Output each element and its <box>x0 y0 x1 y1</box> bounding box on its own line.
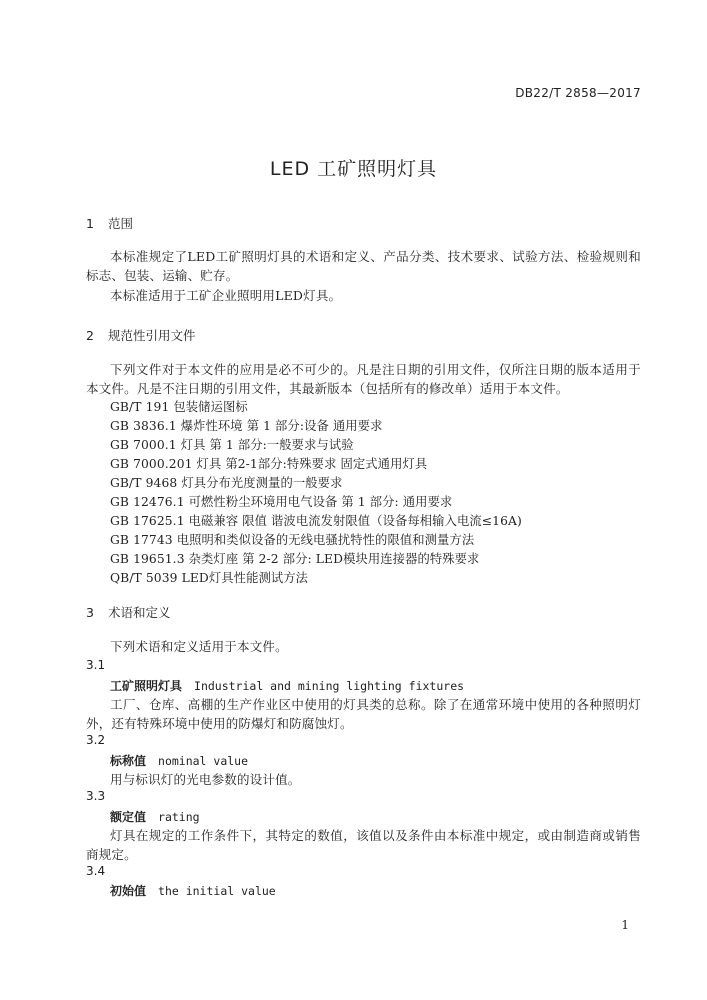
reference-item: QB/T 5039 LED灯具性能测试方法 <box>110 571 309 585</box>
term-chinese: 额定值 <box>110 810 147 824</box>
term-entry <box>110 882 276 899</box>
term-entry <box>110 808 200 825</box>
term-chinese: 工矿照明灯具 <box>110 679 183 693</box>
section-number: 2 <box>86 328 94 343</box>
reference-item: GB 17625.1 电磁兼容 限值 谐波电流发射限值（设备每相输入电流≤16A) <box>110 514 522 528</box>
reference-item: GB 12476.1 可燃性粉尘环境用电气设备 第 1 部分: 通用要求 <box>110 495 453 509</box>
terms-intro: 下列术语和定义适用于本文件。 <box>110 639 288 654</box>
section-heading-terms <box>86 603 171 621</box>
section-title: 范围 <box>107 216 133 231</box>
reference-item: GB 7000.201 灯具 第2-1部分:特殊要求 固定式通用灯具 <box>110 457 428 471</box>
term-entry <box>110 752 248 769</box>
reference-item: GB 19651.3 杂类灯座 第 2-2 部分: LED模块用连接器的特殊要求 <box>110 552 480 566</box>
scope-paragraph-1: 本标准规定了LED工矿照明灯具的术语和定义、产品分类、技术要求、试验方法、检验规则和标志、包装、运输、贮存。 <box>86 249 641 283</box>
term-chinese: 初始值 <box>110 884 147 898</box>
term-definition: 工厂、仓库、高棚的生产作业区中使用的灯具类的总称。除了在通常环境中使用的各种照明灯外，还有特殊环境中使用的防爆灯和防腐蚀灯。 <box>86 697 641 731</box>
reference-item: GB 17743 电照明和类似设备的无线电骚扰特性的限值和测量方法 <box>110 533 475 547</box>
term-english: the initial value <box>158 884 276 898</box>
section-heading-scope <box>86 214 133 232</box>
term-entry <box>110 677 464 694</box>
reference-item: GB 7000.1 灯具 第 1 部分:一般要求与试验 <box>110 438 354 452</box>
page-number: 1 <box>621 918 629 932</box>
section-title: 规范性引用文件 <box>107 328 196 343</box>
section-number: 3 <box>86 605 94 620</box>
term-definition: 用与标识灯的光电参数的设计值。 <box>110 772 301 787</box>
term-number: 3.3 <box>86 789 106 803</box>
term-english: nominal value <box>158 754 249 768</box>
term-number: 3.4 <box>86 864 106 878</box>
term-definition: 灯具在规定的工作条件下，其特定的数值，该值以及条件由本标准中规定，或由制造商或销售商规定。 <box>86 828 641 862</box>
reference-item: GB 3836.1 爆炸性环境 第 1 部分:设备 通用要求 <box>110 419 383 433</box>
standard-code: DB22/T 2858—2017 <box>515 86 641 100</box>
section-title: 术语和定义 <box>107 605 171 620</box>
scope-paragraph-2: 本标准适用于工矿企业照明用LED灯具。 <box>110 288 342 303</box>
term-chinese: 标称值 <box>110 754 147 768</box>
reference-item: GB/T 191 包装储运图标 <box>110 400 248 414</box>
section-number: 1 <box>86 216 94 231</box>
term-number: 3.1 <box>86 658 106 672</box>
document-title: LED 工矿照明灯具 <box>269 158 438 180</box>
reference-item: GB/T 9468 灯具分布光度测量的一般要求 <box>110 476 343 490</box>
normative-refs-intro: 下列文件对于本文件的应用是必不可少的。凡是注日期的引用文件，仅所注日期的版本适用于本文件。凡是不注日期的引用文件，其最新版本（包括所有的修改单）适用于本文件。 <box>86 362 641 396</box>
term-english: Industrial and mining lighting fixtures <box>194 679 465 693</box>
term-english: rating <box>158 810 200 824</box>
section-heading-normative-refs <box>86 326 196 344</box>
term-number: 3.2 <box>86 733 106 747</box>
